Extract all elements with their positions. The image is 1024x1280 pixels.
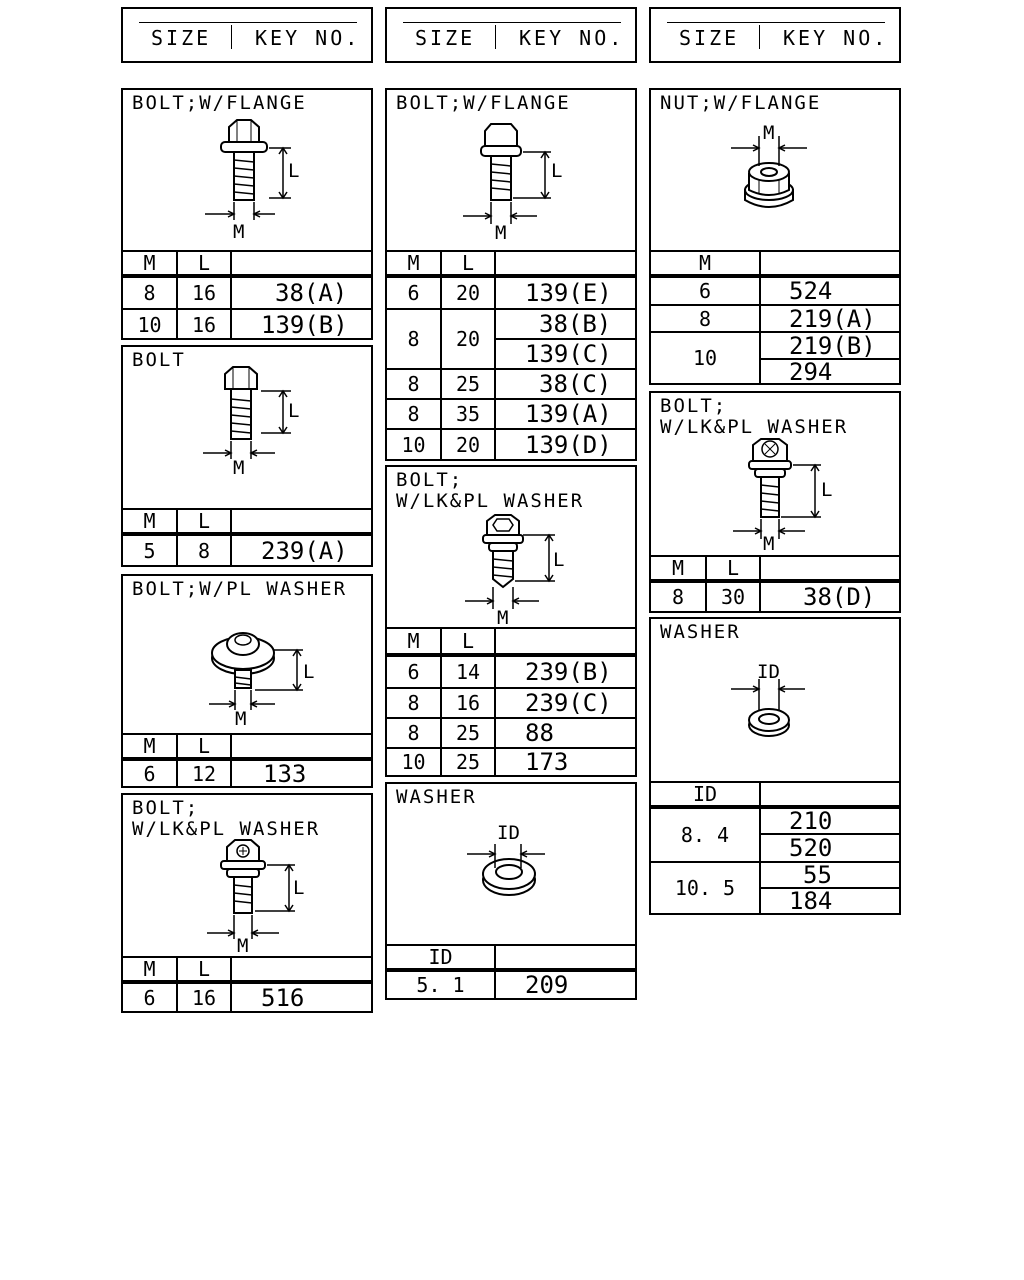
washer-icon (387, 784, 637, 944)
header-size-label: SIZE (415, 26, 476, 50)
cell-l: 8 (197, 539, 211, 563)
cell-m: 6 (698, 279, 712, 303)
dim-label-m: M (233, 221, 245, 243)
col-header-l: L (197, 509, 211, 533)
dim-label-m: M (233, 457, 245, 479)
header-key-label: KEY NO. (783, 26, 889, 50)
cell-m: 10 (401, 750, 426, 774)
cell-m: 8 (407, 402, 420, 426)
dim-label-id: ID (497, 822, 520, 844)
cell-l: 20 (455, 327, 481, 351)
cell-key-no: 38(A) (275, 279, 348, 307)
cell-key-no: 239(B) (525, 658, 612, 686)
cell-key-no: 239(A) (261, 537, 348, 565)
cell-id: 10. 5 (674, 876, 736, 900)
cell-key-no: 88 (525, 719, 554, 747)
dim-label-m: M (497, 607, 509, 629)
cell-key-no: 139(A) (525, 400, 612, 428)
cell-m: 8 (407, 721, 420, 745)
cell-l: 16 (455, 691, 481, 715)
washer-icon (651, 619, 901, 779)
cell-key-no: 139(E) (525, 279, 612, 307)
cell-key-no: 219(B) (789, 331, 876, 360)
col-header-l: L (726, 556, 740, 580)
panel-washer-1 (385, 782, 637, 1000)
col-header-id: ID (692, 782, 718, 806)
panel-title: BOLT; W/LK&PL WASHER (396, 469, 585, 512)
cell-id: 8. 4 (680, 823, 730, 847)
cell-m: 5 (143, 539, 156, 563)
col-header-l: L (461, 628, 475, 653)
header-size-label: SIZE (679, 26, 740, 50)
cell-m: 10 (137, 313, 162, 337)
dim-label-l: L (288, 400, 300, 422)
col-header-m: M (407, 628, 420, 653)
cell-m: 8 (698, 306, 712, 331)
cell-m: 8 (407, 691, 420, 715)
bolt-with-washer-icon (123, 576, 373, 736)
cell-key-no: 209 (525, 971, 569, 999)
cell-m: 8 (407, 327, 420, 351)
panel-bolt (121, 345, 373, 567)
panel-bolt-w-lk-pl-washer-2 (385, 465, 637, 777)
dim-label-l: L (288, 160, 300, 182)
cell-l: 14 (455, 660, 481, 684)
panel-bolt-w-lk-pl-washer-1 (121, 793, 373, 1013)
bolt-lock-washer-icon (387, 467, 637, 627)
panel-title: NUT;W/FLANGE (660, 92, 822, 114)
header-size-label: SIZE (151, 26, 212, 50)
cell-key-no: 38(C) (539, 370, 612, 398)
panel-title: BOLT; W/LK&PL WASHER (132, 797, 321, 840)
panel-bolt-w-flange-2 (385, 88, 637, 461)
hex-flange-bolt-icon (387, 90, 637, 250)
panel-bolt-w-lk-pl-washer-3 (649, 391, 901, 613)
col-header-id: ID (428, 945, 453, 969)
panel-washer-2 (649, 617, 901, 915)
dim-label-id: ID (757, 661, 780, 683)
header-box-3 (649, 7, 901, 63)
cell-key-no: 516 (261, 984, 305, 1012)
header-key-label: KEY NO. (519, 26, 625, 50)
panel-title: BOLT (132, 349, 186, 371)
cell-m: 6 (407, 660, 420, 684)
panel-title: WASHER (396, 786, 477, 808)
cell-key-no: 184 (789, 887, 833, 915)
cell-key-no: 173 (525, 748, 569, 776)
cell-id: 5. 1 (416, 973, 465, 997)
cell-key-no: 139(B) (261, 311, 348, 339)
dim-label-m: M (495, 222, 507, 244)
cell-l: 25 (455, 750, 481, 774)
cell-l: 20 (455, 281, 481, 305)
cell-m: 8 (407, 372, 420, 396)
col-header-m: M (143, 734, 156, 758)
col-header-l: L (197, 957, 211, 981)
flange-nut-icon (651, 90, 901, 250)
cell-m: 10 (401, 432, 426, 457)
cell-m: 8 (143, 281, 156, 305)
header-box-1 (121, 7, 373, 63)
dim-label-l: L (821, 479, 833, 501)
header-key-label: KEY NO. (255, 26, 361, 50)
cell-key-no: 139(D) (525, 430, 612, 459)
dim-label-m: M (763, 533, 775, 555)
cell-l: 25 (455, 372, 481, 396)
panel-bolt-w-pl-washer (121, 574, 373, 788)
panel-title: BOLT;W/FLANGE (132, 92, 307, 114)
cell-key-no: 133 (263, 760, 307, 788)
dim-label-m: M (237, 935, 249, 957)
header-box-2 (385, 7, 637, 63)
panel-nut-w-flange (649, 88, 901, 385)
cell-m: 6 (143, 986, 156, 1010)
dim-label-l: L (553, 549, 565, 571)
cell-key-no: 239(C) (525, 689, 612, 717)
col-header-m: M (143, 957, 156, 981)
panel-title: WASHER (660, 621, 741, 643)
cell-l: 30 (720, 585, 746, 609)
bolt-lock-washer-icon (123, 795, 373, 955)
dim-label-l: L (293, 877, 305, 899)
cell-m: 8 (671, 585, 685, 609)
cell-l: 25 (455, 721, 481, 745)
panel-title: BOLT;W/PL WASHER (132, 578, 348, 600)
cell-l: 16 (191, 986, 217, 1010)
cell-key-no: 210 (789, 807, 833, 835)
panel-title: BOLT; W/LK&PL WASHER (660, 395, 849, 438)
cell-l: 16 (191, 281, 217, 305)
cell-key-no: 139(C) (525, 340, 612, 368)
cell-key-no: 55 (803, 861, 832, 889)
cell-key-no: 38(D) (803, 583, 876, 611)
cell-key-no: 38(B) (539, 310, 612, 338)
col-header-m: M (671, 556, 685, 580)
hex-bolt-icon (123, 347, 373, 507)
cell-m: 10 (692, 346, 718, 370)
col-header-m: M (698, 251, 712, 275)
panel-title: BOLT;W/FLANGE (396, 92, 571, 114)
col-header-m: M (407, 251, 420, 275)
cell-l: 20 (455, 432, 481, 457)
bolt-lock-washer-icon (651, 393, 901, 553)
cell-key-no: 520 (789, 834, 833, 862)
cell-m: 6 (143, 762, 156, 786)
panel-bolt-w-flange-1 (121, 88, 373, 340)
hex-flange-bolt-icon (123, 90, 373, 250)
dim-label-m: M (763, 122, 775, 144)
dim-label-m: M (235, 708, 247, 730)
col-header-l: L (461, 251, 475, 275)
cell-m: 6 (407, 281, 420, 305)
col-header-m: M (143, 509, 156, 533)
cell-l: 16 (191, 313, 217, 337)
dim-label-l: L (551, 160, 563, 182)
cell-l: 12 (191, 762, 217, 786)
cell-key-no: 524 (789, 277, 833, 305)
col-header-l: L (197, 734, 211, 758)
cell-key-no: 219(A) (789, 304, 876, 333)
cell-l: 35 (455, 402, 481, 426)
cell-key-no: 294 (789, 357, 833, 386)
col-header-l: L (197, 251, 211, 275)
dim-label-l: L (303, 661, 315, 683)
col-header-m: M (143, 251, 156, 275)
